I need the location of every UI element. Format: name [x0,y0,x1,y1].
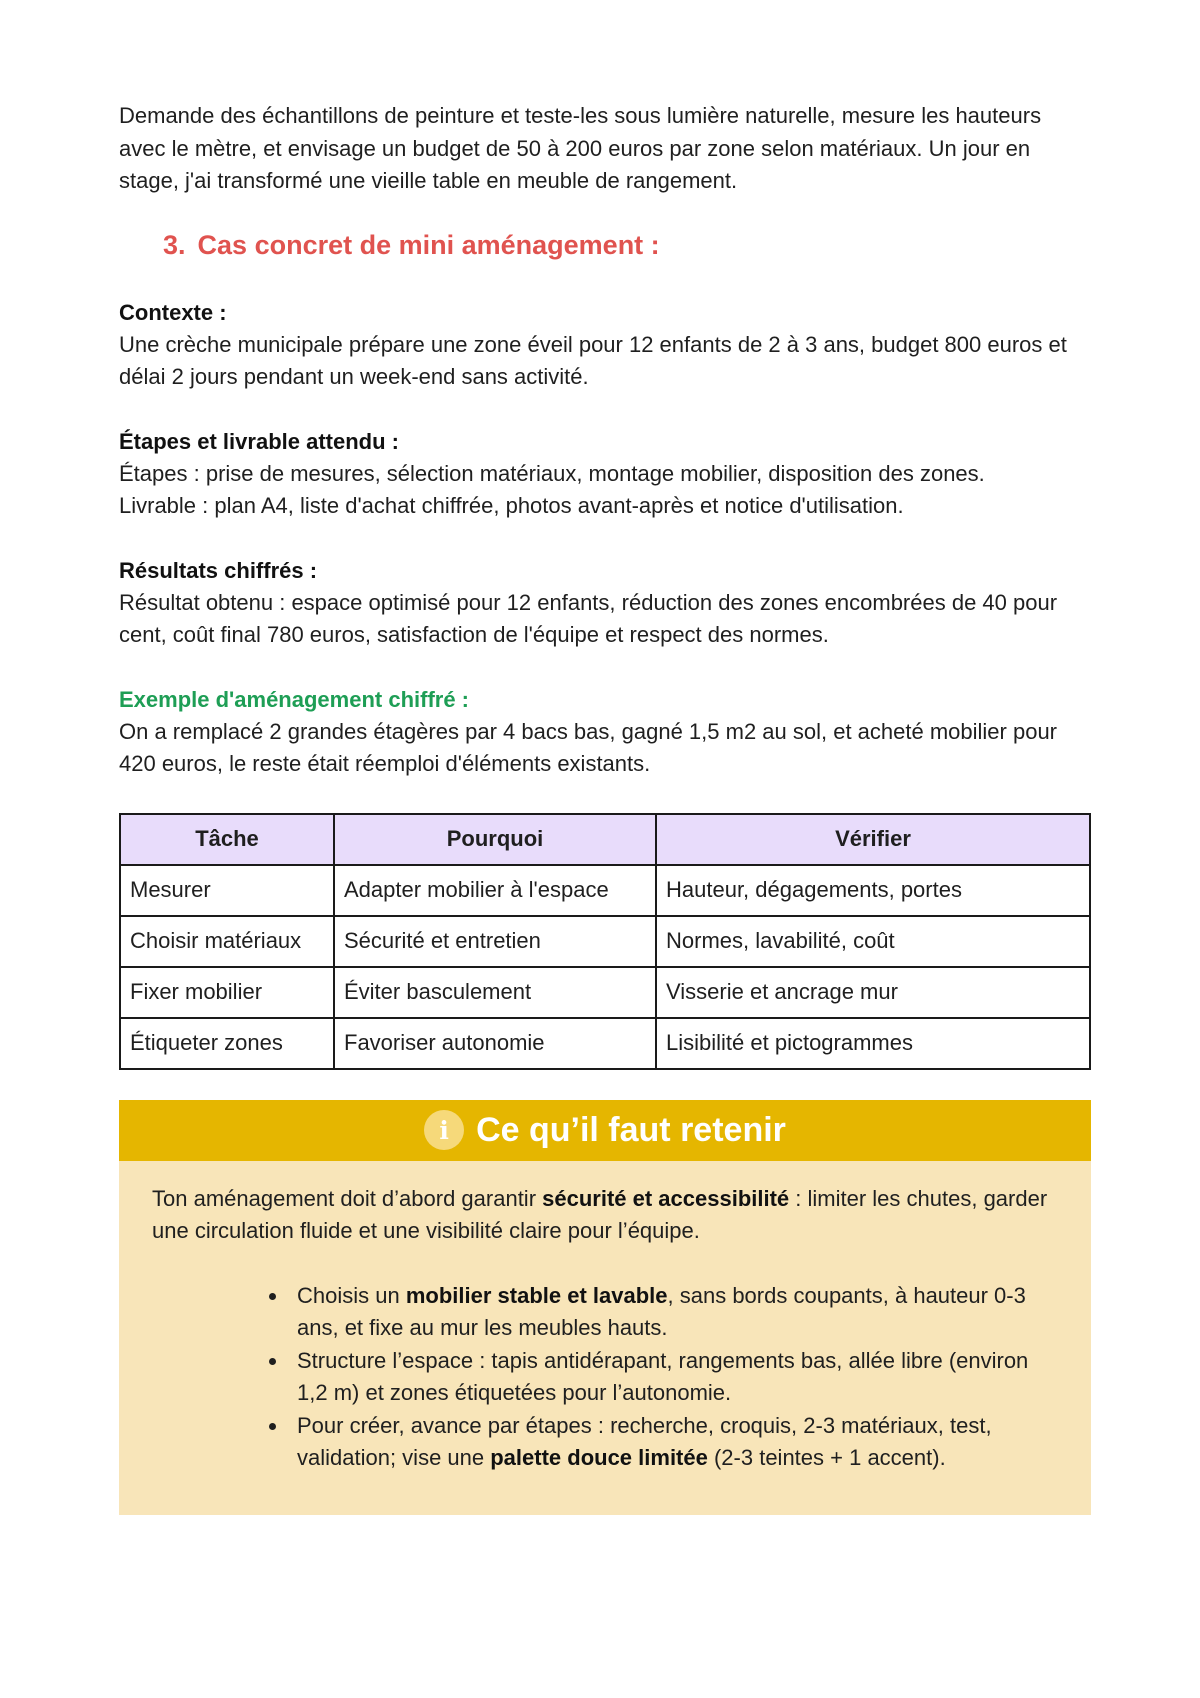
example-text: On a remplacé 2 grandes étagères par 4 bacs bas, gagné 1,5 m2 au sol, et acheté mobilier pour 420 euros, le reste était réemploi d'éléments existants. [119,718,1058,776]
table-cell: Hauteur, dégagements, portes [656,865,1090,916]
table-cell: Sécurité et entretien [334,916,656,967]
context-block [119,297,1091,394]
table-row [120,916,1090,967]
table-cell: Normes, lavabilité, coût [656,916,1090,967]
example-block [119,684,1091,781]
list-item: • Structure l’espace : tapis antidérapant, rangements bas, allée libre (environ 1,2 m) et zones étiquetées pour l’autonomie. [289,1345,1058,1410]
table-row [120,865,1090,916]
section-heading [163,228,1091,262]
results-label: Résultats chiffrés : [119,557,318,583]
retain-box-header [119,1100,1091,1161]
example-label: Exemple d'aménagement chiffré : [119,686,470,712]
context-text: Une crèche municipale prépare une zone éveil pour 12 enfants de 2 à 3 ans, budget 800 euros et délai 2 jours pendant un week-end sans activité. [119,331,1067,389]
task-table [119,813,1091,1070]
table-row [120,967,1090,1018]
table-row [120,1018,1090,1069]
table-cell: Adapter mobilier à l'espace [334,865,656,916]
context-label: Contexte : [119,299,227,325]
table-cell: Lisibilité et pictogrammes [656,1018,1090,1069]
steps-block [119,426,1091,523]
table-cell: Étiqueter zones [120,1018,334,1069]
retain-intro: Ton aménagement doit d’abord garantir sécurité et accessibilité : limiter les chutes, garder une circulation fluide et une visibilité claire pour l’équipe. [152,1185,1048,1243]
intro-paragraph: Demande des échantillons de peinture et teste-les sous lumière naturelle, mesure les hauteurs avec le mètre, et envisage un budget de 50 à 200 euros par zone selon matériaux. Un jour en stage, j'ai transformé une vieille table en meuble de rangement. [119,103,1042,193]
list-item: • Choisis un mobilier stable et lavable, sans bords coupants, à hauteur 0-3 ans, et fixe au mur les meubles hauts. [289,1280,1058,1345]
deliverable-line: Livrable : plan A4, liste d'achat chiffrée, photos avant-après et notice d'utilisation. [119,493,904,518]
info-icon: i [424,1110,464,1150]
table-header-cell: Vérifier [656,814,1090,865]
table-cell: Choisir matériaux [120,916,334,967]
section-title: Cas concret de mini aménagement : [197,229,660,260]
document-page [119,100,1091,1515]
steps-label: Étapes et livrable attendu : [119,428,399,454]
table-cell: Éviter basculement [334,967,656,1018]
retain-box-body [119,1161,1091,1515]
table-header-cell: Pourquoi [334,814,656,865]
results-text: Résultat obtenu : espace optimisé pour 12 enfants, réduction des zones encombrées de 40 pour cent, coût final 780 euros, satisfaction de l'équipe et respect des normes. [119,589,1058,647]
table-header-cell: Tâche [120,814,334,865]
steps-line: Étapes : prise de mesures, sélection matériaux, montage mobilier, disposition des zones. [119,460,985,486]
table-header-row [120,814,1090,865]
retain-box [119,1100,1091,1515]
table-cell: Mesurer [120,865,334,916]
section-number: 3. [163,229,186,260]
list-item: • Pour créer, avance par étapes : recherche, croquis, 2-3 matériaux, test, validation; vise une palette douce limitée (2-3 teintes + 1 accent). [289,1410,1058,1475]
table-cell: Favoriser autonomie [334,1018,656,1069]
table-cell: Fixer mobilier [120,967,334,1018]
retain-title: Ce qu’il faut retenir [476,1110,786,1149]
retain-list [152,1280,1058,1475]
table-cell: Visserie et ancrage mur [656,967,1090,1018]
results-block [119,555,1091,652]
